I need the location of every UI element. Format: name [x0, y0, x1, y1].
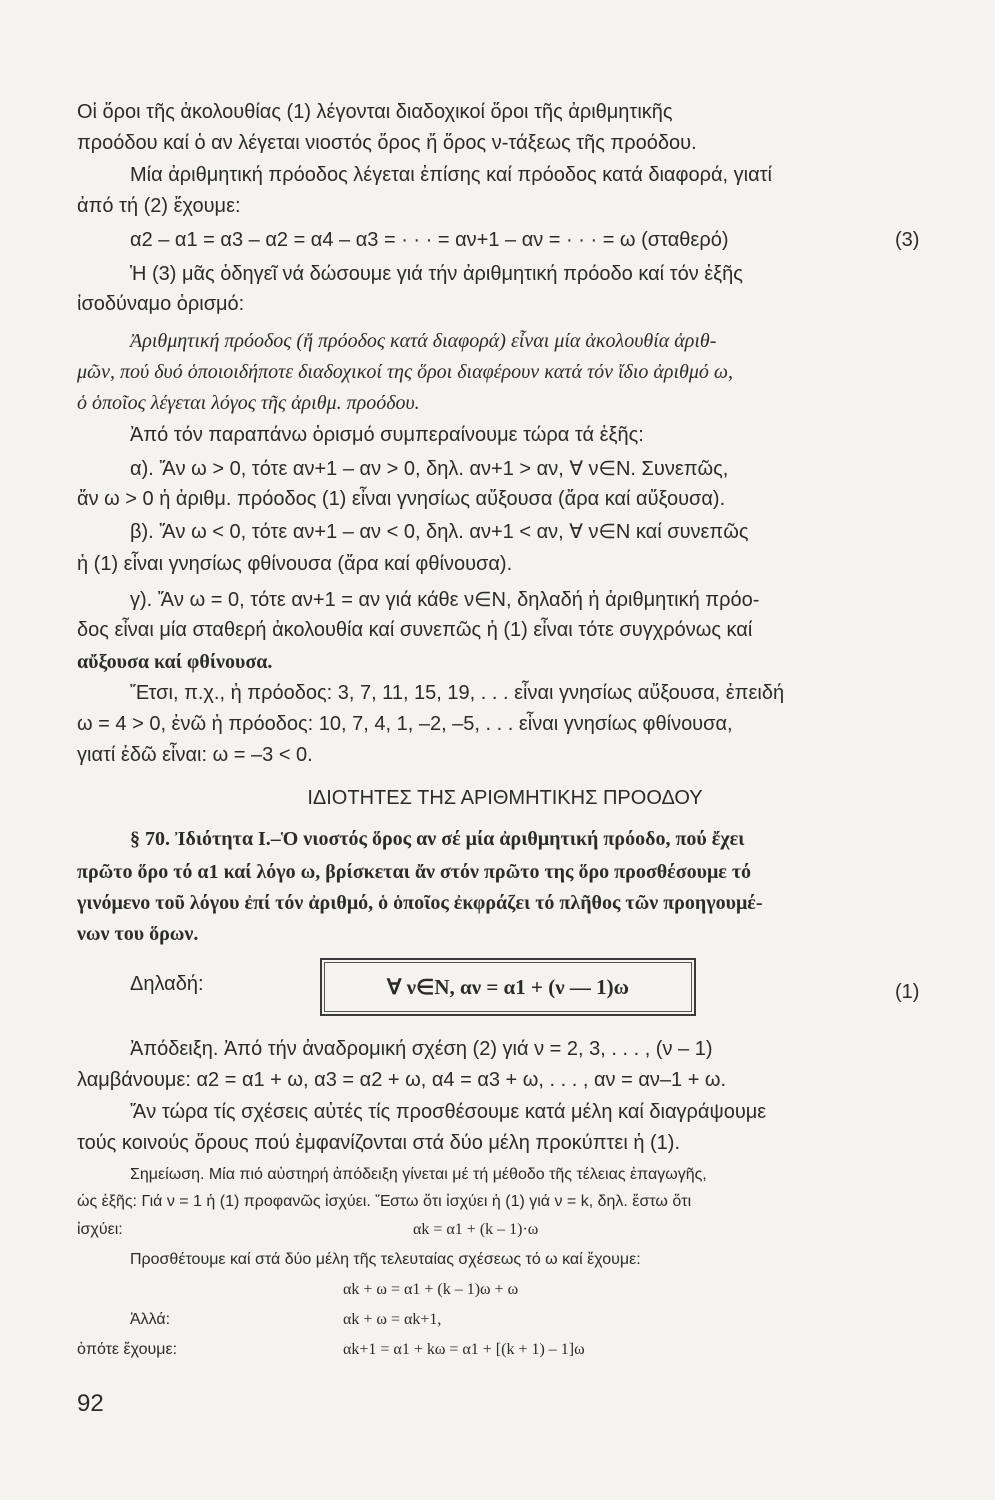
- text-line: Μία ἀριθμητική πρόοδος λέγεται ἐπίσης καί πρόοδος κατά διαφορά, γιατί: [130, 164, 772, 186]
- page-number: 92: [77, 1390, 104, 1417]
- text-line: Δηλαδή:: [130, 973, 204, 995]
- text-line: Ἡ (3) μᾶς ὁδηγεῖ νά δώσουμε γιά τήν ἀριθμητική πρόοδο καί τόν ἑξῆς: [130, 263, 743, 285]
- text-line: Ἔτσι, π.χ., ἡ πρόοδος: 3, 7, 11, 15, 19, . . . εἶναι γνησίως αὔξουσα, ἐπειδή: [130, 682, 785, 704]
- text-line: δος εἶναι μία σταθερή ἀκολουθία καί συνεπῶς ἡ (1) εἶναι τότε συγχρόνως καί: [77, 619, 753, 641]
- text-line: β). Ἄν ω < 0, τότε αν+1 – αν < 0, δηλ. αν+1 < αν, ∀ ν∈N καί συνεπῶς: [130, 521, 749, 543]
- equation-number: (3): [895, 229, 920, 251]
- text-line: γ). Ἄν ω = 0, τότε αν+1 = αν γιά κάθε ν∈N, δηλαδή ἡ ἀριθμητική πρόο-: [130, 589, 760, 611]
- text-line: ἡ (1) εἶναι γνησίως φθίνουσα (ἄρα καί φθίνουσα).: [77, 553, 513, 575]
- text-line: ω = 4 > 0, ἐνῶ ἡ πρόοδος: 10, 7, 4, 1, –2, –5, . . . εἶναι γνησίως φθίνουσα,: [77, 713, 733, 735]
- note-formula: αk + ω = αk+1,: [343, 1311, 442, 1328]
- text-line: Ἄν τώρα τίς σχέσεις αὐτές τίς προσθέσουμε κατά μέλη καί διαγράψουμε: [130, 1101, 767, 1123]
- text-line: αὔξουσα καί φθίνουσα.: [77, 651, 273, 673]
- property-statement: § 70. Ἰδιότητα Ι.–Ὁ νιοστός ὅρος αν σέ μία ἀριθμητική πρόοδο, πού ἔχει: [130, 828, 745, 850]
- property-statement: πρῶτο ὅρο τό α1 καί λόγο ω, βρίσκεται ἄν στόν πρῶτο της ὅρο προσθέσουμε τό: [77, 861, 752, 883]
- note-line: ὁπότε ἔχουμε:: [77, 1341, 178, 1358]
- note-formula: αk+1 = α1 + kω = α1 + [(k + 1) – 1]ω: [343, 1341, 585, 1358]
- equation: α2 – α1 = α3 – α2 = α4 – α3 = · · · = αν+1 – αν = · · · = ω (σταθερό): [130, 229, 729, 251]
- definition-line: μῶν, πού δυό ὁποιοιδήποτε διαδοχικοί της ὅροι διαφέρουν κατά τόν ἴδιο ἀριθμό ω,: [77, 361, 734, 383]
- text-line: ἰσοδύναμο ὁρισμό:: [77, 293, 245, 315]
- text-line: τούς κοινούς ὅρους πού ἐμφανίζονται στά δύο μέλη προκύπτει ἡ (1).: [77, 1132, 681, 1154]
- section-heading: ΙΔΙΟΤΗΤΕΣ ΤΗΣ ΑΡΙΘΜΗΤΙΚΗΣ ΠΡΟΟΔΟΥ: [307, 787, 703, 809]
- boxed-formula: ∀ ν∈N, αν = α1 + (ν — 1)ω: [387, 974, 629, 999]
- text-line: α). Ἄν ω > 0, τότε αν+1 – αν > 0, δηλ. αν+1 > αν, ∀ ν∈N. Συνεπῶς,: [130, 458, 729, 480]
- note-formula: αk + ω = α1 + (k – 1)ω + ω: [343, 1281, 519, 1298]
- text-line: Ἀπόδειξη. Ἀπό τήν ἀναδρομική σχέση (2) γιά ν = 2, 3, . . . , (ν – 1): [130, 1038, 713, 1060]
- definition-line: Ἀριθμητική πρόοδος (ἤ πρόοδος κατά διαφορά) εἶναι μία ἀκολουθία ἀριθ-: [130, 330, 717, 352]
- formula-box: [320, 958, 696, 1016]
- text-line: προόδου καί ὁ αν λέγεται νιοστός ὅρος ἤ ὅρος ν-τάξεως τῆς προόδου.: [77, 132, 697, 154]
- note-line: Προσθέτουμε καί στά δύο μέλη τῆς τελευταίας σχέσεως τό ω καί ἔχουμε:: [130, 1251, 641, 1268]
- note-line: ἰσχύει:: [77, 1221, 123, 1238]
- property-statement: νων του ὅρων.: [77, 923, 199, 945]
- equation-number: (1): [895, 981, 920, 1003]
- note-line: Ἀλλά:: [130, 1311, 171, 1328]
- text-line: ἄν ω > 0 ἡ ἀριθμ. πρόοδος (1) εἶναι γνησίως αὔξουσα (ἄρα καί αὔξουσα).: [77, 488, 726, 510]
- text-line: ἀπό τή (2) ἔχουμε:: [77, 195, 241, 217]
- note-formula: αk = α1 + (k – 1)·ω: [413, 1221, 539, 1238]
- text-line: γιατί ἐδῶ εἶναι: ω = –3 < 0.: [77, 744, 313, 766]
- definition-line: ὁ ὁποῖος λέγεται λόγος τῆς ἀριθμ. προόδου.: [77, 392, 420, 414]
- text-line: Οἱ ὅροι τῆς ἀκολουθίας (1) λέγονται διαδοχικοί ὅροι τῆς ἀριθμητικῆς: [77, 101, 673, 123]
- note-line: ὡς ἑξῆς: Γιά ν = 1 ἡ (1) προφανῶς ἰσχύει. Ἔστω ὅτι ἰσχύει ἡ (1) γιά ν = k, δηλ. ἔστω ὅτι: [77, 1193, 692, 1210]
- property-statement: γινόμενο τοῦ λόγου ἐπί τόν ἀριθμό, ὁ ὁποῖος ἐκφράζει τό πλῆθος τῶν προηγουμέ-: [77, 892, 763, 914]
- text-line: λαμβάνουμε: α2 = α1 + ω, α3 = α2 + ω, α4 = α3 + ω, . . . , αν = αν–1 + ω.: [77, 1069, 727, 1091]
- note-line: Σημείωση. Μία πιό αὐστηρή ἀπόδειξη γίνεται μέ τή μέθοδο τῆς τέλειας ἐπαγωγῆς,: [130, 1166, 707, 1183]
- text-line: Ἀπό τόν παραπάνω ὁρισμό συμπεραίνουμε τώρα τά ἑξῆς:: [130, 424, 644, 446]
